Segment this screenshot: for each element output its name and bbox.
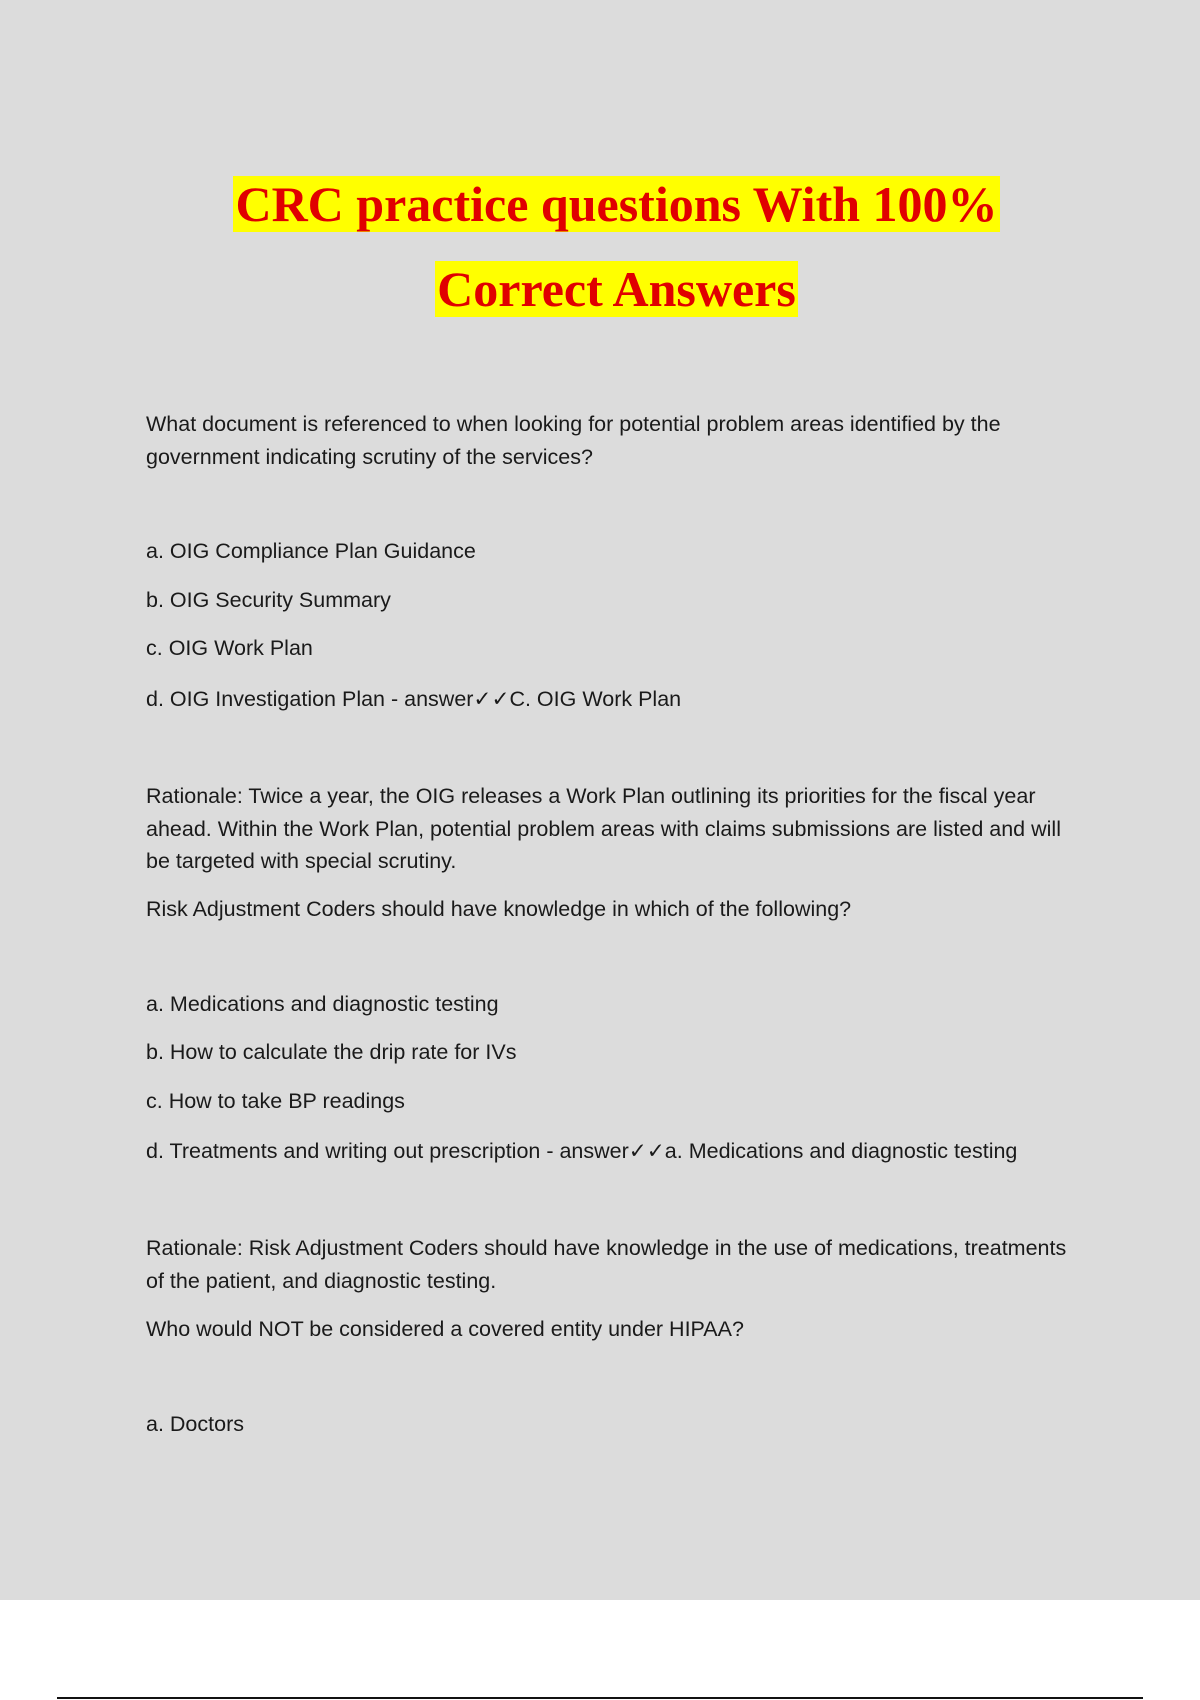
question-2-text: Risk Adjustment Coders should have knowledge in which of the following? [146, 897, 852, 921]
question-1-option-b: b. OIG Security Summary [146, 588, 391, 612]
title-text-1: CRC practice questions With 100% [235, 176, 998, 232]
question-2-option-a: a. Medications and diagnostic testing [146, 992, 499, 1016]
question-1-option-c: c. OIG Work Plan [146, 636, 313, 660]
title-line-1 [0, 162, 1200, 247]
title-line-2 [0, 247, 1200, 332]
question-1-rationale: Rationale: Twice a year, the OIG releases a Work Plan outlining its priorities for the fiscal year ahead. Within the Work Plan, potential problem areas with claims submissions are listed and will be targeted with special scrutiny. [146, 784, 1061, 873]
question-2-rationale: Rationale: Risk Adjustment Coders should have knowledge in the use of medications, treatments of the patient, and diagnostic testing. [146, 1236, 1067, 1293]
question-1-option-d-answer: d. OIG Investigation Plan - answer✓✓C. OIG Work Plan [146, 687, 682, 711]
question-2-option-c: c. How to take BP readings [146, 1089, 405, 1113]
footer-divider [57, 1697, 1143, 1699]
document-title [0, 162, 1200, 332]
question-3-text: Who would NOT be considered a covered entity under HIPAA? [146, 1317, 744, 1341]
question-2-option-d-answer: d. Treatments and writing out prescription - answer✓✓a. Medications and diagnostic testing [146, 1139, 1018, 1163]
title-text-2: Correct Answers [437, 261, 796, 317]
question-1-text: What document is referenced to when looking for potential problem areas identified by the government indicating scrutiny of the services? [146, 412, 1001, 469]
question-1-option-a: a. OIG Compliance Plan Guidance [146, 539, 476, 563]
question-3-option-a: a. Doctors [146, 1412, 244, 1436]
question-2-option-b: b. How to calculate the drip rate for IVs [146, 1040, 517, 1064]
